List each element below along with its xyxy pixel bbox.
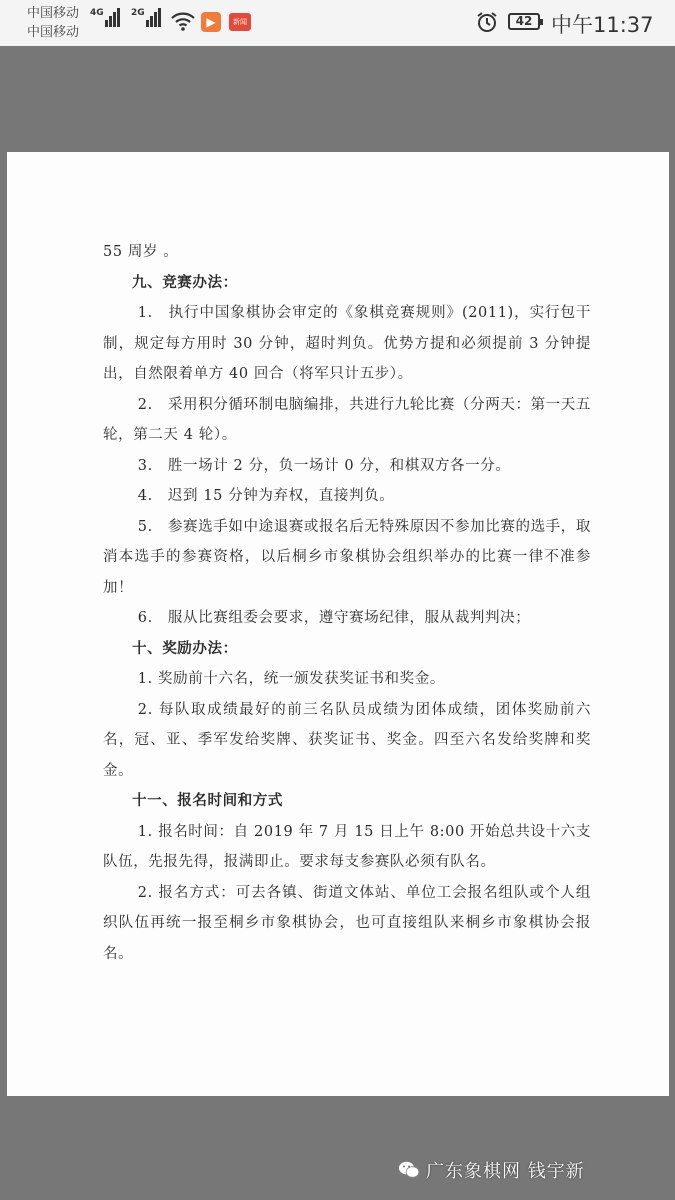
- doc-paragraph: 2. 报名方式：可去各镇、街道文体站、单位工会报名组队或个人组织队伍再统一报至桐乡市象棋协会，也可直接组队来桐乡市象棋协会报名。: [103, 884, 591, 962]
- signal-1-icon: 4G: [90, 8, 121, 27]
- signal-2-icon: 2G: [131, 8, 162, 27]
- section-heading: 十一、报名时间和方式: [132, 792, 283, 809]
- document-body: [103, 237, 591, 969]
- doc-paragraph: 1. 奖励前十六名，统一颁发获奖证书和奖金。: [137, 671, 445, 687]
- status-bar: [0, 0, 675, 46]
- carrier-labels: [27, 4, 79, 42]
- watermark-text: 广东象棋网 钱宇新: [426, 1161, 585, 1182]
- doc-paragraph: 6. 服从比赛组委会要求，遵守赛场纪律，服从裁判判决；: [137, 610, 531, 626]
- doc-paragraph: 3. 胜一场计 2 分，负一场计 0 分，和棋双方各一分。: [137, 457, 511, 474]
- wifi-icon: [171, 11, 195, 31]
- news-app-icon: 新闻: [229, 13, 251, 31]
- doc-paragraph: 55 周岁 。: [103, 244, 179, 260]
- doc-paragraph: 1. 报名时间：自 2019 年 7 月 15 日上午 8:00 开始总共设十六支队伍，先报先得，报满即止。要求每支参赛队必须有队名。: [103, 823, 591, 870]
- video-app-icon: ▶: [201, 12, 221, 32]
- carrier-2: 中国移动: [27, 25, 80, 40]
- doc-paragraph: 2. 采用积分循环制电脑编排，共进行九轮比赛（分两天：第一天五轮，第二天 4 轮）。: [103, 396, 591, 443]
- watermark: [398, 1155, 585, 1185]
- section-heading: 九、竞赛办法：: [132, 273, 238, 291]
- doc-paragraph: 4. 迟到 15 分钟为弃权，直接判负。: [137, 488, 395, 504]
- doc-paragraph: 1. 执行中国象棋协会审定的《象棋竞赛规则》(2011)，实行包干制，规定每方用时 30 分钟，超时判负。优势方提和必须提前 3 分钟提出，自然限着单方 40 回合（将军只计五步）。: [103, 305, 591, 382]
- alarm-icon: [476, 11, 498, 33]
- doc-paragraph: 5. 参赛选手如中途退赛或报名后无特殊原因不参加比赛的选手，取消本选手的参赛资格，以后桐乡市象棋协会组织举办的比赛一律不准参加！: [103, 518, 591, 596]
- carrier-1: 中国移动: [27, 6, 80, 21]
- section-heading: 十、奖励办法：: [132, 639, 238, 657]
- status-clock: 中午11:37: [551, 13, 654, 37]
- wechat-icon: [398, 1160, 420, 1180]
- battery-indicator: 42: [508, 13, 540, 30]
- document-page: [7, 152, 669, 1096]
- doc-paragraph: 2. 每队取成绩最好的前三名队员成绩为团体成绩，团体奖励前六名，冠、亚、季军发给奖牌、获奖证书、奖金。四至六名发给奖牌和奖金。: [103, 701, 591, 779]
